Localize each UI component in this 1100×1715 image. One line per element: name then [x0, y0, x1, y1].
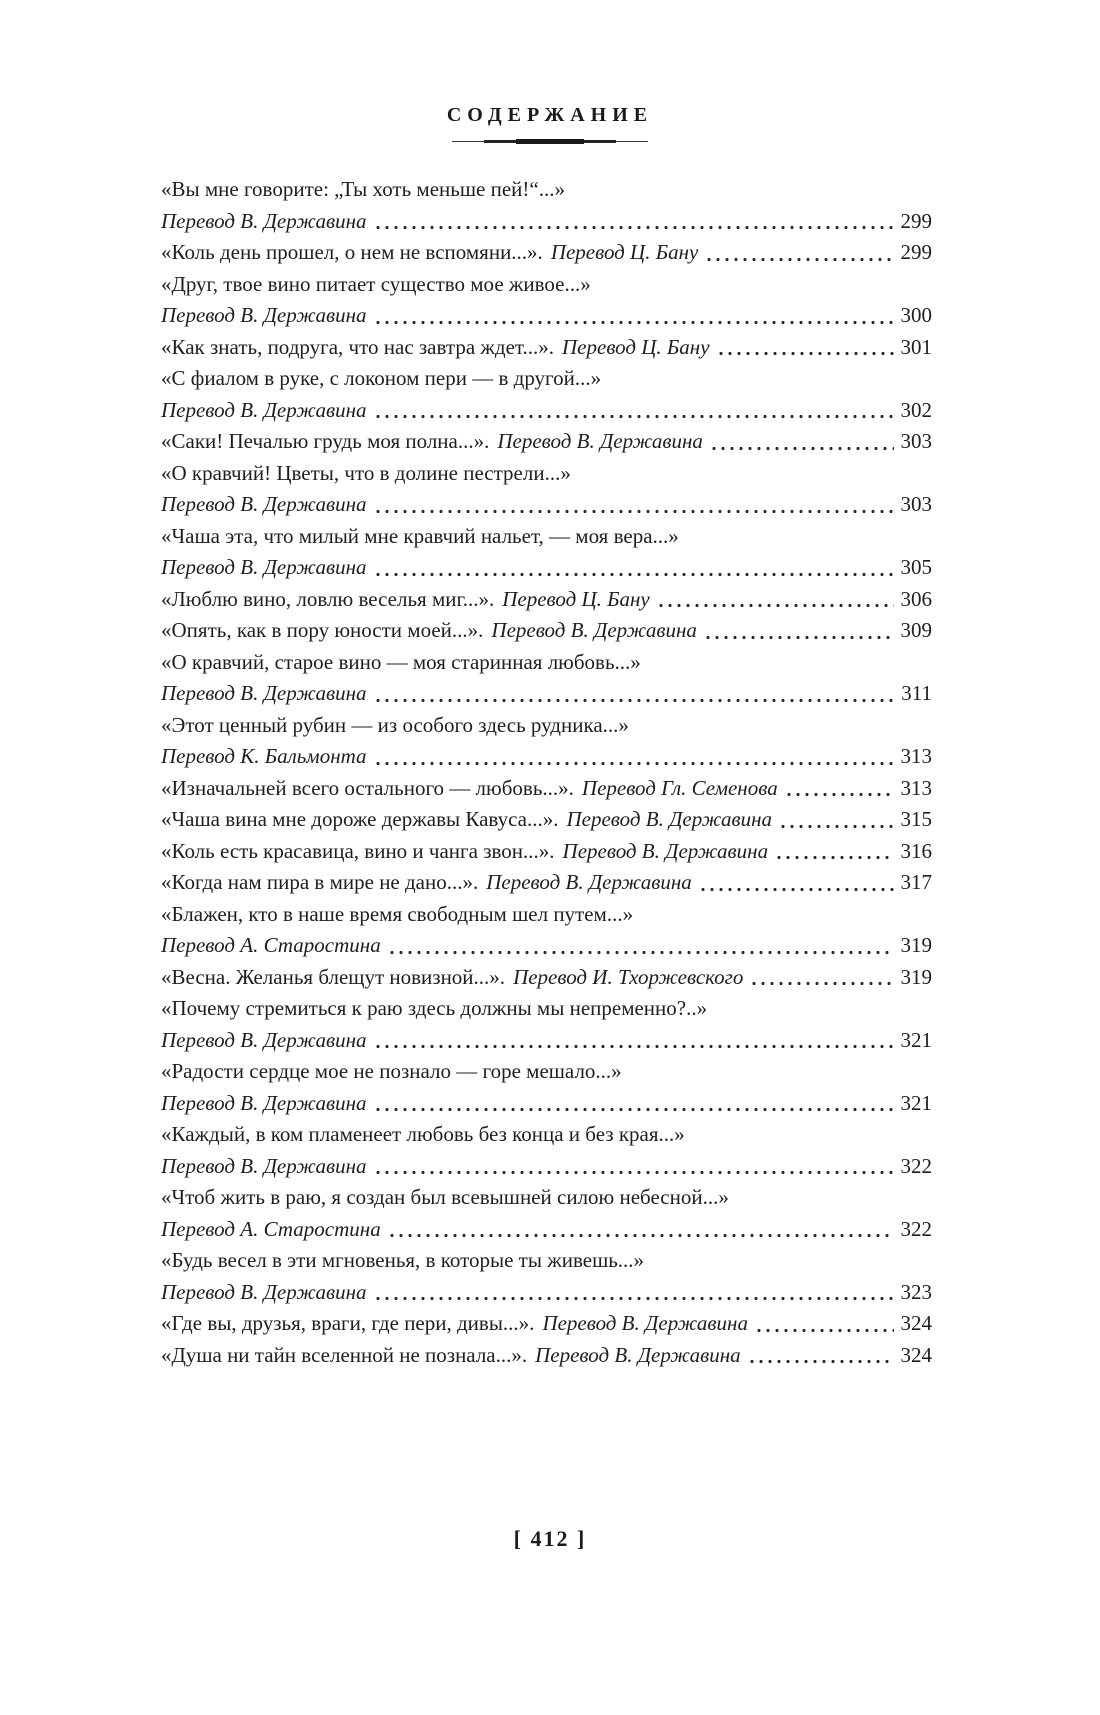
- dot-leader: [376, 320, 894, 325]
- entry-page-number: 299: [900, 240, 932, 264]
- entry-translator: Перевод Ц. Бану: [562, 334, 710, 359]
- entry-page-number: 319: [900, 964, 932, 989]
- entry-title: «Чаша эта, что милый мне кравчий нальет, — моя вера...»: [161, 523, 679, 548]
- toc-entry: [161, 962, 932, 994]
- entry-reference-line: [161, 773, 932, 805]
- dot-leader: [659, 603, 894, 608]
- dot-leader: [750, 1359, 894, 1364]
- entry-title-line: [161, 710, 932, 742]
- entry-reference-line: [161, 615, 932, 647]
- entry-title-inline: «Весна. Желанья блещут новизной...».: [161, 964, 506, 989]
- entry-reference-line: [161, 1340, 932, 1372]
- dot-leader: [712, 446, 894, 451]
- dot-leader: [376, 509, 894, 514]
- dot-leader: [376, 698, 895, 703]
- page-footer: [0, 1526, 1100, 1552]
- toc-entry: [161, 521, 932, 584]
- toc-entry: [161, 237, 932, 269]
- toc-entry: [161, 174, 932, 237]
- toc-entry: [161, 1182, 932, 1245]
- toc-entry: [161, 993, 932, 1056]
- entry-reference-line: [161, 552, 932, 584]
- entry-reference-line: [161, 1277, 932, 1309]
- entry-translator: Перевод В. Державина: [161, 1153, 367, 1178]
- entry-translator: Перевод В. Державина: [161, 492, 367, 516]
- dot-leader: [376, 225, 894, 230]
- entry-title: «Этот ценный рубин — из особого здесь рудника...»: [161, 712, 629, 737]
- entry-reference-line: [161, 584, 932, 616]
- entry-page-number: 323: [900, 1279, 932, 1304]
- dot-leader: [376, 1107, 894, 1112]
- entry-page-number: 301: [900, 334, 932, 359]
- entry-title-inline: «Чаша вина мне дороже державы Кавуса...».: [161, 807, 559, 831]
- entry-reference-line: [161, 426, 932, 458]
- entry-reference-line: [161, 804, 932, 836]
- entry-title-line: [161, 1245, 932, 1277]
- toc-entry: [161, 1308, 932, 1340]
- entry-page-number: 321: [900, 1090, 932, 1115]
- entry-page-number: 313: [900, 744, 932, 768]
- dot-leader: [777, 855, 893, 860]
- entry-translator: Перевод А. Старостина: [161, 1216, 381, 1241]
- dot-leader: [376, 1170, 894, 1175]
- entry-title: «Друг, твое вино питает существо мое живое...»: [161, 271, 591, 296]
- entry-page-number: 306: [900, 586, 932, 611]
- entry-translator: Перевод В. Державина: [486, 870, 692, 894]
- entry-title-line: [161, 1056, 932, 1088]
- toc-entry: [161, 773, 932, 805]
- entry-page-number: 299: [900, 208, 932, 233]
- entry-page-number: 302: [900, 397, 932, 422]
- dot-leader: [376, 414, 894, 419]
- toc-entry: [161, 1056, 932, 1119]
- entry-reference-line: [161, 237, 932, 269]
- entry-page-number: 309: [900, 618, 932, 642]
- entry-title-line: [161, 1119, 932, 1151]
- rule-thick-line: [516, 139, 584, 144]
- toc-entry: [161, 615, 932, 647]
- entry-title-line: [161, 993, 932, 1025]
- entry-translator: Перевод В. Державина: [161, 681, 367, 705]
- dot-leader: [376, 572, 894, 577]
- entry-translator: Перевод В. Державина: [161, 397, 367, 422]
- dot-leader: [701, 887, 894, 892]
- toc-entry: [161, 458, 932, 521]
- folio-page-number: [ 412 ]: [513, 1526, 587, 1551]
- entry-page-number: 317: [900, 870, 932, 894]
- dot-leader: [390, 1233, 894, 1238]
- entry-translator: Перевод В. Державина: [161, 1027, 367, 1052]
- dot-leader: [376, 1044, 894, 1049]
- toc-entry: [161, 710, 932, 773]
- entry-page-number: 315: [900, 807, 932, 831]
- entry-reference-line: [161, 836, 932, 868]
- entry-translator: Перевод В. Державина: [497, 429, 703, 453]
- toc-entry: [161, 899, 932, 962]
- entry-title-inline: «Саки! Печалью грудь моя полна...».: [161, 429, 490, 453]
- entry-reference-line: [161, 332, 932, 364]
- entry-title: «Будь весел в эти мгновенья, в которые ты живешь...»: [161, 1248, 645, 1272]
- entry-page-number: 321: [900, 1027, 932, 1052]
- dot-leader: [752, 981, 893, 986]
- entry-title-inline: «Душа ни тайн вселенной не познала...».: [161, 1342, 528, 1367]
- entry-translator: Перевод В. Державина: [161, 303, 367, 327]
- entry-reference-line: [161, 300, 932, 332]
- entry-page-number: 300: [900, 303, 932, 327]
- entry-title: «Радости сердце мое не познало — горе мешало...»: [161, 1059, 622, 1083]
- entry-reference-line: [161, 1025, 932, 1057]
- entry-page-number: 311: [901, 681, 932, 705]
- entry-translator: Перевод И. Тхоржевского: [513, 964, 744, 989]
- entry-reference-line: [161, 930, 932, 962]
- dot-leader: [757, 1328, 894, 1333]
- entry-title-line: [161, 1182, 932, 1214]
- entry-title: «О кравчий, старое вино — моя старинная любовь...»: [161, 649, 641, 674]
- page-title: СОДЕРЖАНИЕ: [446, 104, 654, 126]
- entry-reference-line: [161, 678, 932, 710]
- entry-translator: Перевод В. Державина: [491, 618, 697, 642]
- dot-leader: [376, 761, 894, 766]
- toc-entry: [161, 804, 932, 836]
- entry-translator: Перевод В. Державина: [535, 1342, 741, 1367]
- dot-leader: [781, 824, 893, 829]
- dot-leader: [787, 792, 894, 797]
- toc-entries-list: [161, 174, 932, 1371]
- entry-reference-line: [161, 489, 932, 521]
- entry-translator: Перевод К. Бальмонта: [161, 744, 367, 768]
- toc-entry: [161, 1119, 932, 1182]
- entry-reference-line: [161, 741, 932, 773]
- toc-entry: [161, 584, 932, 616]
- toc-entry: [161, 867, 932, 899]
- entry-title-line: [161, 521, 932, 553]
- entry-page-number: 324: [900, 1342, 932, 1367]
- entry-title-inline: «Когда нам пира в мире не дано...».: [161, 870, 479, 894]
- entry-page-number: 313: [900, 775, 932, 800]
- entry-translator: Перевод В. Державина: [161, 555, 367, 579]
- entry-translator: Перевод В. Державина: [562, 838, 769, 863]
- entry-page-number: 322: [900, 1216, 932, 1241]
- entry-title-inline: «Коль есть красавица, вино и чанга звон...».: [161, 838, 555, 863]
- entry-title-line: [161, 363, 932, 395]
- entry-translator: Перевод Ц. Бану: [550, 240, 699, 264]
- entry-title-inline: «Опять, как в пору юности моей...».: [161, 618, 484, 642]
- toc-entry: [161, 1245, 932, 1308]
- entry-title: «С фиалом в руке, с локоном пери — в другой...»: [161, 366, 602, 390]
- entry-title: «О кравчий! Цветы, что в долине пестрели...»: [161, 460, 571, 485]
- book-page: [0, 102, 1100, 1551]
- entry-translator: Перевод Гл. Семенова: [581, 775, 778, 800]
- entry-title-inline: «Где вы, друзья, враги, где пери, дивы...».: [161, 1311, 535, 1335]
- entry-translator: Перевод В. Державина: [161, 208, 367, 233]
- entry-title: «Почему стремиться к раю здесь должны мы непременно?..»: [161, 996, 708, 1020]
- entry-translator: Перевод В. Державина: [161, 1279, 367, 1304]
- toc-entry: [161, 647, 932, 710]
- toc-entry: [161, 1340, 932, 1372]
- entry-page-number: 316: [900, 838, 932, 863]
- toc-entry: [161, 269, 932, 332]
- entry-title-line: [161, 899, 932, 931]
- entry-translator: Перевод В. Державина: [566, 807, 773, 831]
- ornament-rule: [452, 139, 648, 145]
- toc-header: [0, 102, 1100, 145]
- entry-page-number: 305: [900, 555, 932, 579]
- entry-title: «Блажен, кто в наше время свободным шел путем...»: [161, 901, 634, 926]
- dot-leader: [719, 351, 894, 356]
- entry-translator: Перевод В. Державина: [542, 1311, 748, 1335]
- toc-entry: [161, 426, 932, 458]
- entry-title-line: [161, 458, 932, 490]
- entry-page-number: 319: [900, 933, 932, 957]
- entry-title-inline: «Как знать, подруга, что нас завтра ждет...».: [161, 334, 555, 359]
- entry-title-line: [161, 647, 932, 679]
- entry-title: «Вы мне говорите: „Ты хоть меньше пей!“...»: [161, 177, 565, 201]
- dot-leader: [376, 1296, 894, 1301]
- entry-translator: Перевод Ц. Бану: [502, 586, 650, 611]
- entry-reference-line: [161, 206, 932, 238]
- entry-title-inline: «Люблю вино, ловлю веселья миг...».: [161, 586, 495, 611]
- entry-page-number: 303: [900, 492, 932, 516]
- dot-leader: [390, 950, 894, 955]
- entry-page-number: 303: [900, 429, 932, 453]
- entry-page-number: 322: [900, 1153, 932, 1178]
- toc-entry: [161, 332, 932, 364]
- entry-reference-line: [161, 1308, 932, 1340]
- entry-reference-line: [161, 1151, 932, 1183]
- entry-title: «Чтоб жить в раю, я создан был всевышней силою небесной...»: [161, 1185, 729, 1209]
- entry-page-number: 324: [900, 1311, 932, 1335]
- entry-reference-line: [161, 395, 932, 427]
- entry-reference-line: [161, 867, 932, 899]
- dot-leader: [706, 635, 894, 640]
- entry-reference-line: [161, 1214, 932, 1246]
- entry-title-inline: «Изначальней всего остального — любовь...».: [161, 775, 574, 800]
- entry-title: «Каждый, в ком пламенеет любовь без конца и без края...»: [161, 1122, 685, 1146]
- toc-entry: [161, 363, 932, 426]
- entry-title-line: [161, 174, 932, 206]
- entry-title-inline: «Коль день прошел, о нем не вспомяни...».: [161, 240, 543, 264]
- entry-reference-line: [161, 1088, 932, 1120]
- entry-translator: Перевод А. Старостина: [161, 933, 381, 957]
- toc-entry: [161, 836, 932, 868]
- entry-reference-line: [161, 962, 932, 994]
- dot-leader: [707, 257, 893, 262]
- entry-translator: Перевод В. Державина: [161, 1090, 367, 1115]
- entry-title-line: [161, 269, 932, 301]
